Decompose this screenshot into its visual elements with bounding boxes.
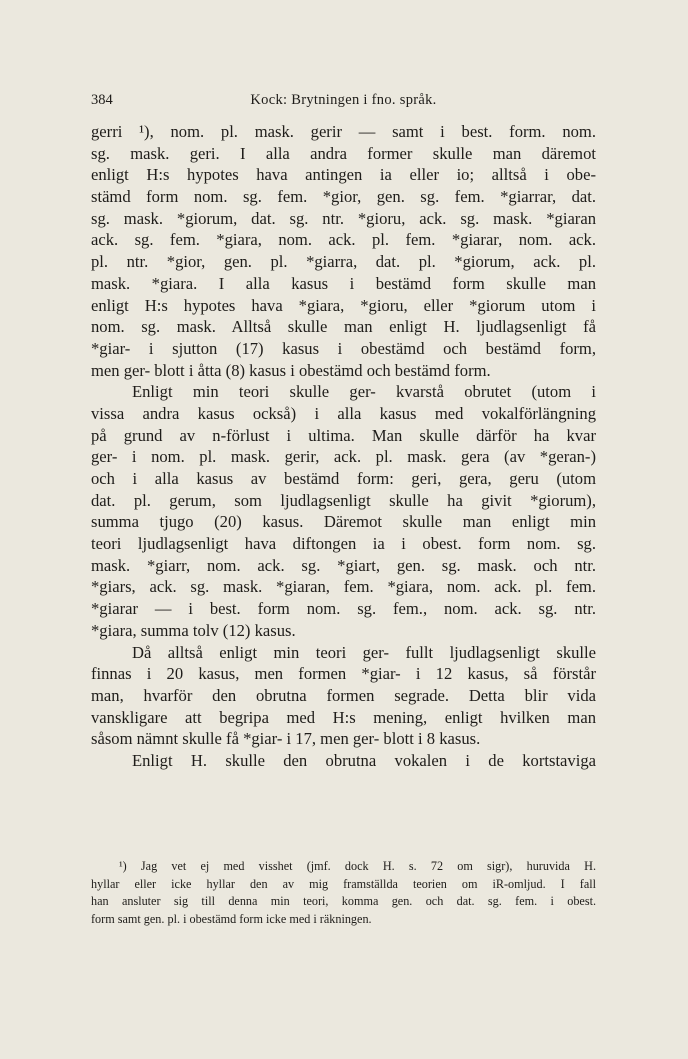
text-line: enligt H:s hypotes hava antingen ia eller io; alltså i obe- bbox=[91, 165, 596, 185]
text-line: och i alla kasus av bestämd form: geri, gera, geru (utom bbox=[91, 469, 596, 488]
text-line: dat. pl. gerum, som ljudlagsenligt skulle ha givit *giorum), bbox=[91, 490, 596, 510]
page-header bbox=[91, 92, 596, 114]
text-line: stämd form nom. sg. fem. *gior, gen. sg. fem. *giarrar, dat. bbox=[91, 187, 596, 207]
text-line: såsom nämnt skulle få *giar- i 17, men ger- blott i 8 kasus. bbox=[91, 729, 481, 749]
text-line: sg. mask. *giorum, dat. sg. ntr. *gioru, ack. sg. mask. *giaran bbox=[91, 208, 596, 228]
text-line: man, hvarför den obrutna formen segrade. Detta blir vida bbox=[91, 685, 596, 705]
text-line: teori ljudlagsenligt hava diftongen ia i obest. form nom. sg. bbox=[91, 534, 596, 554]
text-line: sg. mask. geri. I alla andra former skulle man däremot bbox=[91, 143, 596, 163]
text-line: gerri ¹), nom. pl. mask. gerir — samt i best. form. nom. bbox=[91, 122, 596, 141]
page-number: 384 bbox=[91, 92, 113, 108]
text-line: summa tjugo (20) kasus. Däremot skulle man enligt min bbox=[91, 512, 596, 532]
text-line: vanskligare att begripa med H:s mening, enligt hvilken man bbox=[91, 707, 596, 727]
footnote-line: ¹) Jag vet ej med visshet (jmf. dock H. s. 72 om sigr), huruvida H. bbox=[119, 859, 596, 873]
text-line: *giara, summa tolv (12) kasus. bbox=[91, 620, 296, 640]
text-line: vissa andra kasus också) i alla kasus med vokalförlängning bbox=[91, 403, 596, 423]
text-line: *giar- i sjutton (17) kasus i obestämd och bestämd form, bbox=[91, 338, 596, 358]
text-line: men ger- blott i åtta (8) kasus i obestämd och bestämd form. bbox=[91, 360, 491, 380]
running-title: Kock: Brytningen i fno. språk. bbox=[250, 92, 437, 108]
text-line: pl. ntr. *gior, gen. pl. *giarra, dat. pl. *giorum, ack. pl. bbox=[91, 252, 596, 272]
text-line: enligt H:s hypotes hava *giara, *gioru, eller *giorum utom i bbox=[91, 295, 596, 315]
text-line: *giars, ack. sg. mask. *giaran, fem. *giara, nom. ack. pl. fem. bbox=[91, 577, 596, 597]
text-line: mask. *giara. I alla kasus i bestämd form skulle man bbox=[91, 273, 596, 293]
text-line: Då alltså enligt min teori ger- fullt ljudlagsenligt skulle bbox=[132, 642, 596, 662]
text-line: på grund av n-förlust i ultima. Man skulle därför ha kvar bbox=[91, 425, 596, 445]
footnotes bbox=[91, 858, 596, 928]
text-line: ack. sg. fem. *giara, nom. ack. pl. fem. *giarar, nom. ack. bbox=[91, 230, 596, 250]
footnote-line: hyllar eller icke hyllar den av mig framställda teorien om iR-omljud. I fall bbox=[91, 876, 596, 891]
text-line: Enligt H. skulle den obrutna vokalen i de kortstaviga bbox=[132, 750, 596, 770]
text-line: nom. sg. mask. Alltså skulle man enligt H. ljudlagsenligt få bbox=[91, 317, 596, 337]
text-line: mask. *giarr, nom. ack. sg. *giart, gen. sg. mask. och ntr. bbox=[91, 555, 596, 575]
footnote-line: han ansluter sig till denna min teori, komma gen. och dat. sg. fem. i obest. bbox=[91, 894, 596, 909]
text-line: Enligt min teori skulle ger- kvarstå obrutet (utom i bbox=[132, 382, 596, 402]
body-text bbox=[91, 121, 596, 772]
footnote-line: form samt gen. pl. i obestämd form icke med i räkningen. bbox=[91, 911, 372, 926]
text-line: *giarar — i best. form nom. sg. fem., nom. ack. sg. ntr. bbox=[91, 599, 596, 619]
text-line: finnas i 20 kasus, men formen *giar- i 12 kasus, så förstår bbox=[91, 664, 596, 684]
text-line: ger- i nom. pl. mask. gerir, ack. pl. mask. gera (av *geran-) bbox=[91, 447, 596, 467]
